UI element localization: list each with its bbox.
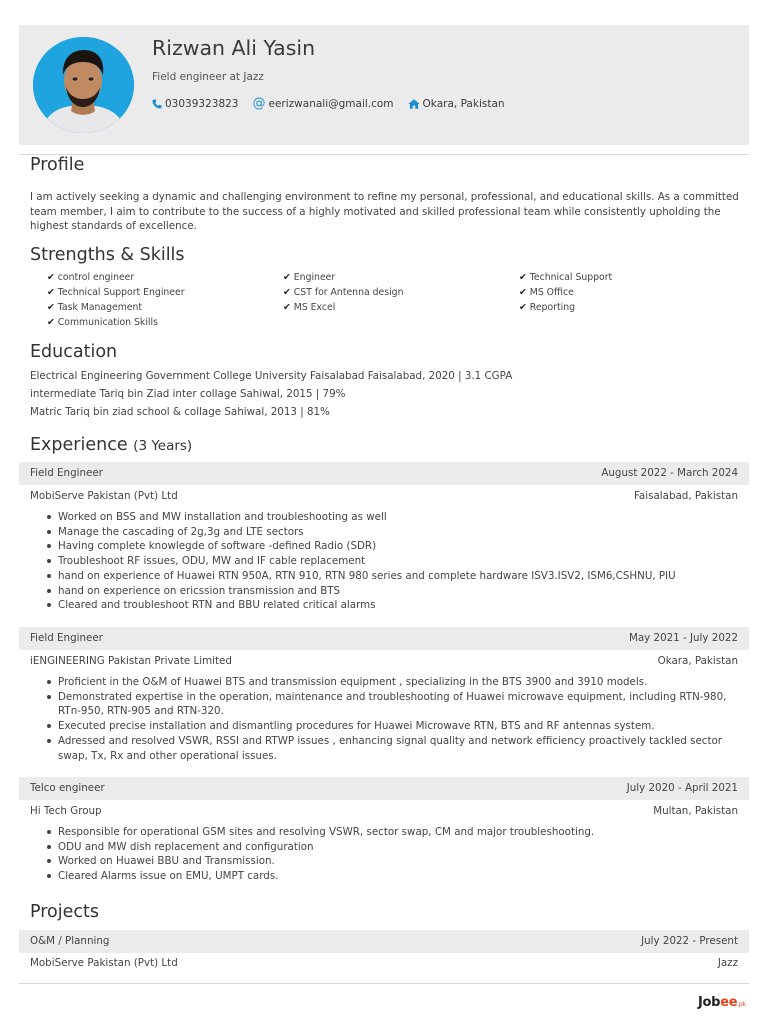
skills-heading: Strengths & Skills [30, 245, 185, 265]
section-divider [19, 154, 749, 155]
skill-item: ✔ MS Office [519, 287, 574, 298]
job-role: Telco engineer [30, 782, 105, 794]
person-photo-icon [33, 37, 134, 133]
profile-heading: Profile [30, 155, 85, 175]
project-client: Jazz [717, 957, 738, 969]
list-item: Adressed and resolved VSWR, RSSI and RTWP issues , enhancing signal quality and network efficiency proactively tackled sector swap, Tx, Rx and other operational issues. [58, 734, 743, 763]
skill-item: ✔ MS Excel [283, 302, 336, 313]
profile-photo [33, 37, 134, 133]
resume-header [19, 25, 749, 145]
list-item: Manage the cascading of 2g,3g and LTE sectors [58, 525, 743, 540]
job-bullets [58, 510, 743, 613]
list-item: Responsible for operational GSM sites and resolving VSWR, sector swap, CM and major troubleshooting. [58, 825, 743, 840]
projects-heading: Projects [30, 902, 99, 922]
at-sign-icon: @ [252, 96, 266, 111]
check-icon: ✔ [519, 272, 527, 283]
education-item: intermediate Tariq bin Ziad inter collage Sahiwal, 2015 | 79% [30, 388, 346, 400]
project-dates: July 2022 - Present [641, 935, 738, 947]
profile-summary: I am actively seeking a dynamic and challenging environment to refine my personal, professional, and educational skills. As a committed team member, I aim to contribute to the success of a highly motivated and skilled professional team while consistently upholding the highest standards of excellence. [30, 191, 739, 233]
home-icon [408, 99, 420, 109]
job-company: Hi Tech Group [30, 805, 102, 817]
job-location: Okara, Pakistan [657, 655, 738, 667]
section-divider [19, 983, 749, 984]
job-dates: May 2021 - July 2022 [628, 632, 738, 644]
contact-email[interactable] [253, 97, 394, 110]
list-item: Worked on BSS and MW installation and troubleshooting as well [58, 510, 743, 525]
check-icon: ✔ [47, 317, 55, 328]
job-role: Field Engineer [30, 467, 103, 479]
location-text: Okara, Pakistan [422, 97, 505, 110]
project-title-bar [19, 930, 749, 953]
check-icon: ✔ [283, 287, 291, 298]
contact-row [152, 97, 519, 110]
job-bullets [58, 825, 743, 884]
project-company: MobiServe Pakistan (Pvt) Ltd [30, 957, 178, 969]
project-name: O&M / Planning [30, 935, 110, 947]
education-heading: Education [30, 342, 118, 362]
email-address: eerizwanali@gmail.com [268, 97, 394, 110]
check-icon: ✔ [283, 272, 291, 283]
check-icon: ✔ [47, 272, 55, 283]
experience-duration: (3 Years) [133, 438, 193, 454]
list-item: Executed precise installation and dismantling procedures for Huawei Microwave RTN, BTS and RF antennas system. [58, 719, 743, 734]
skill-item: ✔ Task Management [47, 302, 143, 313]
job-bullets [58, 675, 743, 763]
skill-item: ✔ Technical Support Engineer [47, 287, 185, 298]
job-company: MobiServe Pakistan (Pvt) Ltd [30, 490, 178, 502]
education-item: Matric Tariq bin ziad school & collage Sahiwal, 2013 | 81% [30, 406, 330, 418]
job-location: Multan, Pakistan [653, 805, 738, 817]
skill-item: ✔ Reporting [519, 302, 575, 313]
list-item: Troubleshoot RF issues, ODU, MW and IF cable replacement [58, 554, 743, 569]
list-item: Cleared Alarms issue on EMU, UMPT cards. [58, 869, 743, 884]
list-item: Cleared and troubleshoot RTN and BBU related critical alarms [58, 598, 743, 613]
skill-item: ✔ Technical Support [519, 272, 613, 283]
job-dates: August 2022 - March 2024 [601, 467, 738, 479]
job-role: Field Engineer [30, 632, 103, 644]
skill-item: ✔ Engineer [283, 272, 336, 283]
skill-item: ✔ Communication Skills [47, 317, 158, 328]
check-icon: ✔ [283, 302, 291, 313]
contact-phone[interactable] [152, 98, 239, 110]
job-title-bar [19, 777, 749, 800]
job-company: iENGINEERING Pakistan Private Limited [30, 655, 232, 667]
list-item: ODU and MW dish replacement and configuration [58, 840, 743, 855]
check-icon: ✔ [519, 287, 527, 298]
experience-heading [30, 435, 192, 455]
education-item: Electrical Engineering Government College University Faisalabad Faisalabad, 2020 | 3.1 CGPA [30, 370, 513, 382]
job-title-bar [19, 627, 749, 650]
check-icon: ✔ [47, 302, 55, 313]
job-title-bar [19, 462, 749, 485]
phone-icon [152, 99, 162, 109]
list-item: Demonstrated expertise in the operation, maintenance and troubleshooting of Huawei microwave equipment, including RTN-980, RTn-950, RTN-905 and RTN-320. [58, 690, 743, 719]
skill-item: ✔ control engineer [47, 272, 135, 283]
job-location: Faisalabad, Pakistan [633, 490, 738, 502]
check-icon: ✔ [47, 287, 55, 298]
candidate-headline: Field engineer at Jazz [152, 71, 264, 83]
list-item: hand on experience of Huawei RTN 950A, RTN 910, RTN 980 series and complete hardware ISV3.ISV2, ISM6,CSHNU, PIU [58, 569, 743, 584]
phone-number: 03039323823 [165, 97, 239, 110]
list-item: Proficient in the O&M of Huawei BTS and transmission equipment , specializing in the BTS 3900 and 3910 models. [58, 675, 743, 690]
list-item: Worked on Huawei BBU and Transmission. [58, 854, 743, 869]
job-dates: July 2020 - April 2021 [626, 782, 738, 794]
list-item: hand on experience on ericssion transmission and BTS [58, 584, 743, 599]
candidate-name: Rizwan Ali Yasin [152, 36, 316, 60]
jobee-logo[interactable]: Jobee.pk [698, 995, 746, 1010]
experience-title: Experience [30, 435, 128, 455]
check-icon: ✔ [519, 302, 527, 313]
contact-location [408, 98, 505, 110]
skill-item: ✔ CST for Antenna design [283, 287, 404, 298]
list-item: Having complete knowlegde of software -defined Radio (SDR) [58, 539, 743, 554]
